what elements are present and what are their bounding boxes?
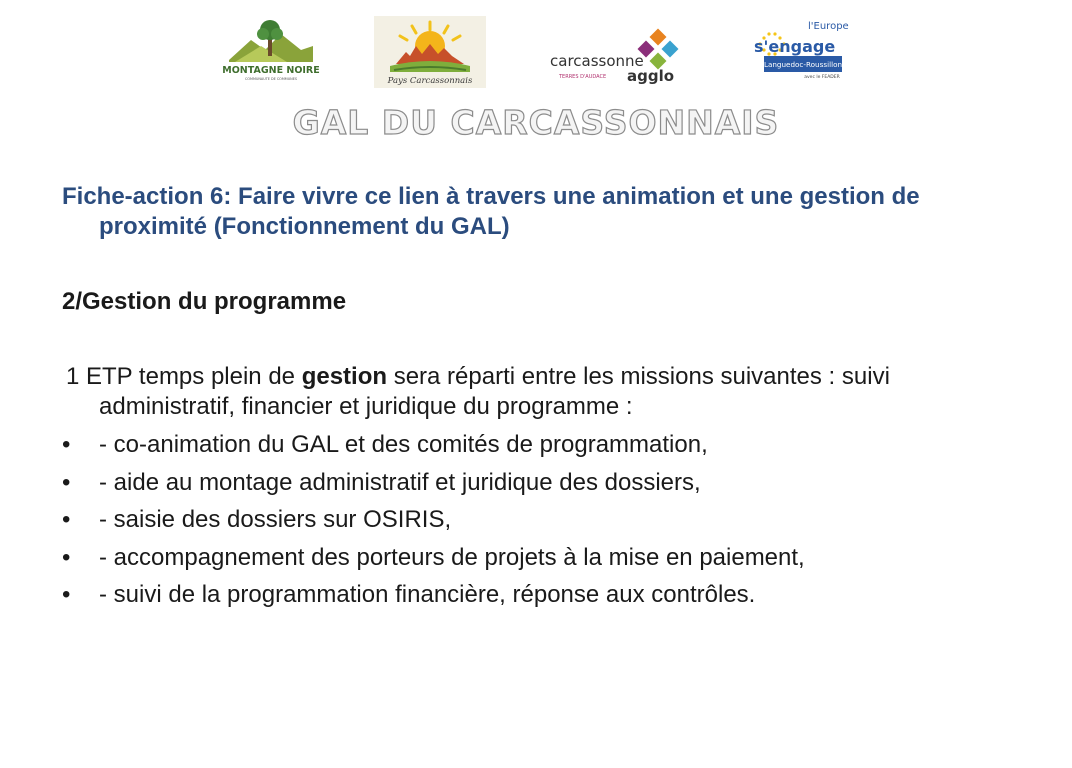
list-item-text: - accompagnement des porteurs de projets à la mise en paiement, <box>99 543 805 571</box>
list-item <box>62 464 972 502</box>
gal-title: GAL DU CARCASSONNAIS <box>292 103 780 142</box>
carcassonne-agglo-logo <box>547 28 697 86</box>
intro-text-after: sera réparti entre les missions suivantes : suivi administratif, financier et juridique du programme : <box>99 363 890 420</box>
bullet-icon: • <box>62 431 71 458</box>
list-item-text: - aide au montage administratif et juridique des dossiers, <box>99 468 701 496</box>
europe-sengage-logo <box>752 18 849 80</box>
montagne-noire-logo-name: MONTAGNE NOIRE <box>222 65 320 76</box>
fiche-action-heading: Fiche-action 6: Faire vivre ce lien à travers une animation et une gestion de proximité (Fonctionnement du GAL) <box>62 183 920 240</box>
agglo-logo-line1: carcassonne <box>550 52 644 70</box>
bullet-icon: • <box>62 468 71 496</box>
list-item-text: - saisie des dossiers sur OSIRIS, <box>99 506 452 533</box>
list-item <box>62 576 972 614</box>
bullet-icon: • <box>62 506 71 533</box>
content-body <box>62 362 972 614</box>
list-item <box>62 426 972 464</box>
intro-text-before: 1 ETP temps plein de <box>66 363 302 390</box>
list-item <box>62 501 972 539</box>
section-title: 2/Gestion du programme <box>62 288 347 315</box>
intro-text-bold: gestion <box>301 363 388 390</box>
montagne-noire-logo-sub: COMMUNAUTE DE COMMUNES <box>244 77 298 81</box>
bullet-icon: • <box>62 543 71 571</box>
montagne-noire-logo <box>221 16 321 82</box>
list-item-text: - suivi de la programmation financière, réponse aux contrôles. <box>99 581 756 608</box>
list-item-text: - co-animation du GAL et des comités de programmation, <box>99 431 708 458</box>
europe-logo-line4: avec le FEADER <box>804 75 840 80</box>
intro-paragraph <box>62 362 972 422</box>
europe-logo-line1: l'Europe <box>808 21 849 32</box>
agglo-logo-sub: TERRES D'AUDACE <box>559 74 607 80</box>
list-item <box>62 539 972 577</box>
europe-logo-line2: s'engage <box>754 37 836 56</box>
agglo-logo-line2: agglo <box>627 67 675 85</box>
bullet-icon: • <box>62 581 71 608</box>
missions-list <box>62 426 972 614</box>
europe-logo-line3: Languedoc-Roussillon <box>763 60 843 69</box>
pays-carcassonnais-logo <box>374 16 486 88</box>
pays-carcassonnais-logo-name: Pays Carcassonnais <box>387 76 473 86</box>
